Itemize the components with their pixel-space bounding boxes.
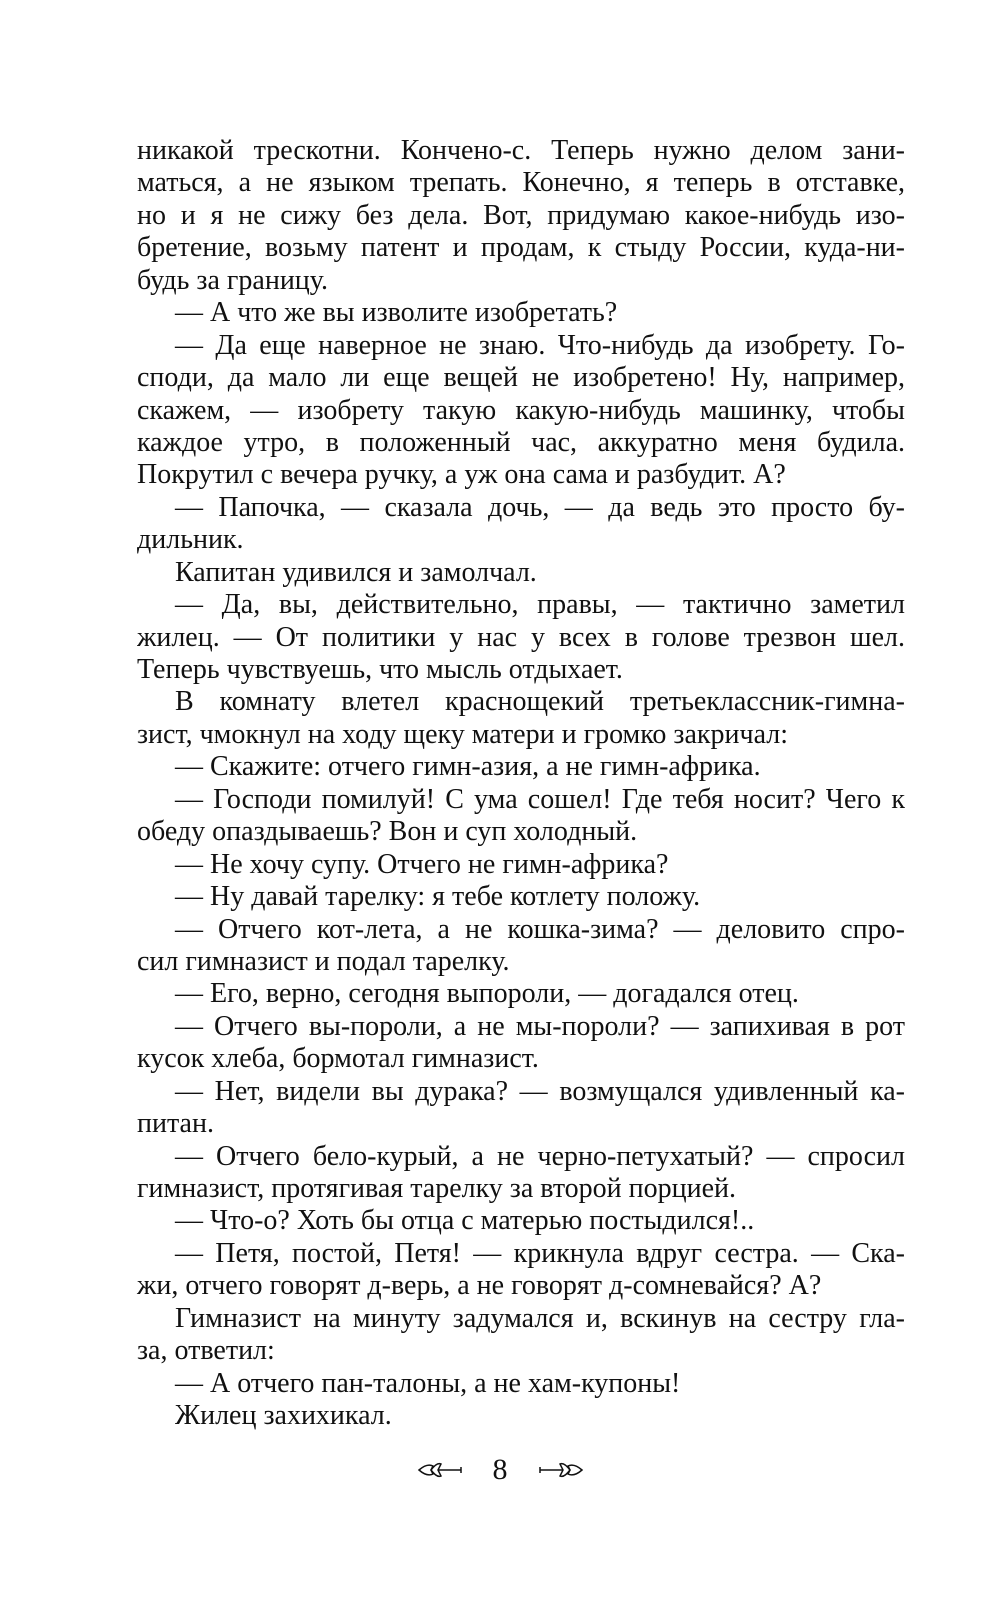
- text-line: жи, отчего говорят д-верь, а не говорят д-сомневайся? А?: [137, 1270, 822, 1302]
- text-line: гимназист, протягивая тарелку за второй порцией.: [137, 1173, 737, 1204]
- text-line: бретение, возьму патент и продам, к стыду России, куда-ни-: [137, 232, 905, 264]
- text-line: маться, а не языком трепать. Конечно, я теперь в отставке,: [137, 167, 905, 199]
- text-line: Теперь чувствуешь, что мысль отдыхает.: [137, 654, 623, 685]
- text-line: сил гимназист и подал тарелку.: [137, 945, 510, 977]
- text-line: Капитан удивился и замолчал.: [175, 556, 537, 588]
- page-number: 8: [492, 1453, 508, 1486]
- text-line: жилец. — От политики у нас у всех в голове трезвон шел.: [137, 621, 905, 653]
- text-line: зист, чмокнул на ходу щеку матери и громко закричал:: [137, 718, 789, 750]
- text-line: — Господи помилуй! С ума сошел! Где тебя носит? Чего к: [175, 783, 905, 815]
- text-line: споди, да мало ли еще вещей не изобретено! Ну, например,: [137, 362, 905, 394]
- text-line: но и я не сижу без дела. Вот, придумаю какое-нибудь изо-: [137, 199, 905, 231]
- text-line: — Отчего кот-лета, а не кошка-зима? — деловито спро-: [175, 913, 905, 945]
- text-line: — Да, вы, действительно, правы, — тактично заметил: [175, 589, 905, 621]
- text-line: питан.: [137, 1108, 214, 1140]
- left-leaf-ornament-icon: [417, 1458, 465, 1482]
- right-leaf-ornament-icon: [536, 1458, 584, 1482]
- text-line: будь за границу.: [137, 264, 328, 296]
- text-line: — А что же вы изволите изобретать?: [175, 297, 618, 329]
- text-line: В комнату влетел краснощекий третьеклассник-гимна-: [175, 686, 905, 718]
- text-line: — Нет, видели вы дурака? — возмущался удивленный ка-: [175, 1075, 905, 1107]
- text-line: каждое утро, в положенный час, аккуратно меня будила.: [137, 426, 905, 458]
- text-line: — Скажите: отчего гимн-азия, а не гимн-африка.: [175, 751, 761, 783]
- text-line: — А отчего пан-талоны, а не хам-купоны!: [175, 1367, 681, 1399]
- text-line: Покрутил с вечера ручку, а уж она сама и разбудит. А?: [137, 459, 786, 491]
- text-line: скажем, — изобрету такую какую-нибудь машинку, чтобы: [137, 394, 905, 426]
- page-footer: [0, 1450, 1000, 1490]
- text-line: дильник.: [137, 524, 244, 556]
- text-line: Гимназист на минуту задумался и, вскинув на сестру гла-: [175, 1302, 905, 1334]
- text-line: обеду опаздываешь? Вон и суп холодный.: [137, 816, 638, 848]
- text-line: — Ну давай тарелку: я тебе котлету положу.: [175, 881, 701, 913]
- text-line: — Отчего бело-курый, а не черно-петухатый? — спросил: [175, 1140, 905, 1172]
- text-line: — Да еще наверное не знаю. Что-нибудь да изобрету. Го-: [175, 329, 905, 361]
- text-line: Жилец захихикал.: [175, 1400, 392, 1432]
- text-line: кусок хлеба, бормотал гимназист.: [137, 1043, 539, 1075]
- text-line: — Отчего вы-пороли, а не мы-пороли? — запихивая в рот: [175, 1010, 905, 1042]
- page-body-text: [137, 135, 905, 1433]
- text-line: — Его, верно, сегодня выпороли, — догадался отец.: [175, 978, 799, 1010]
- text-line: — Петя, постой, Петя! — крикнула вдруг сестра. — Ска-: [175, 1237, 905, 1269]
- text-line: за, ответил:: [137, 1335, 275, 1367]
- text-line: никакой трескотни. Кончено-с. Теперь нужно делом зани-: [137, 135, 905, 166]
- text-line: — Не хочу супу. Отчего не гимн-африка?: [175, 848, 669, 880]
- text-line: — Что-о? Хоть бы отца с матерью постыдился!..: [175, 1205, 755, 1237]
- text-line: — Папочка, — сказала дочь, — да ведь это просто бу-: [175, 491, 905, 523]
